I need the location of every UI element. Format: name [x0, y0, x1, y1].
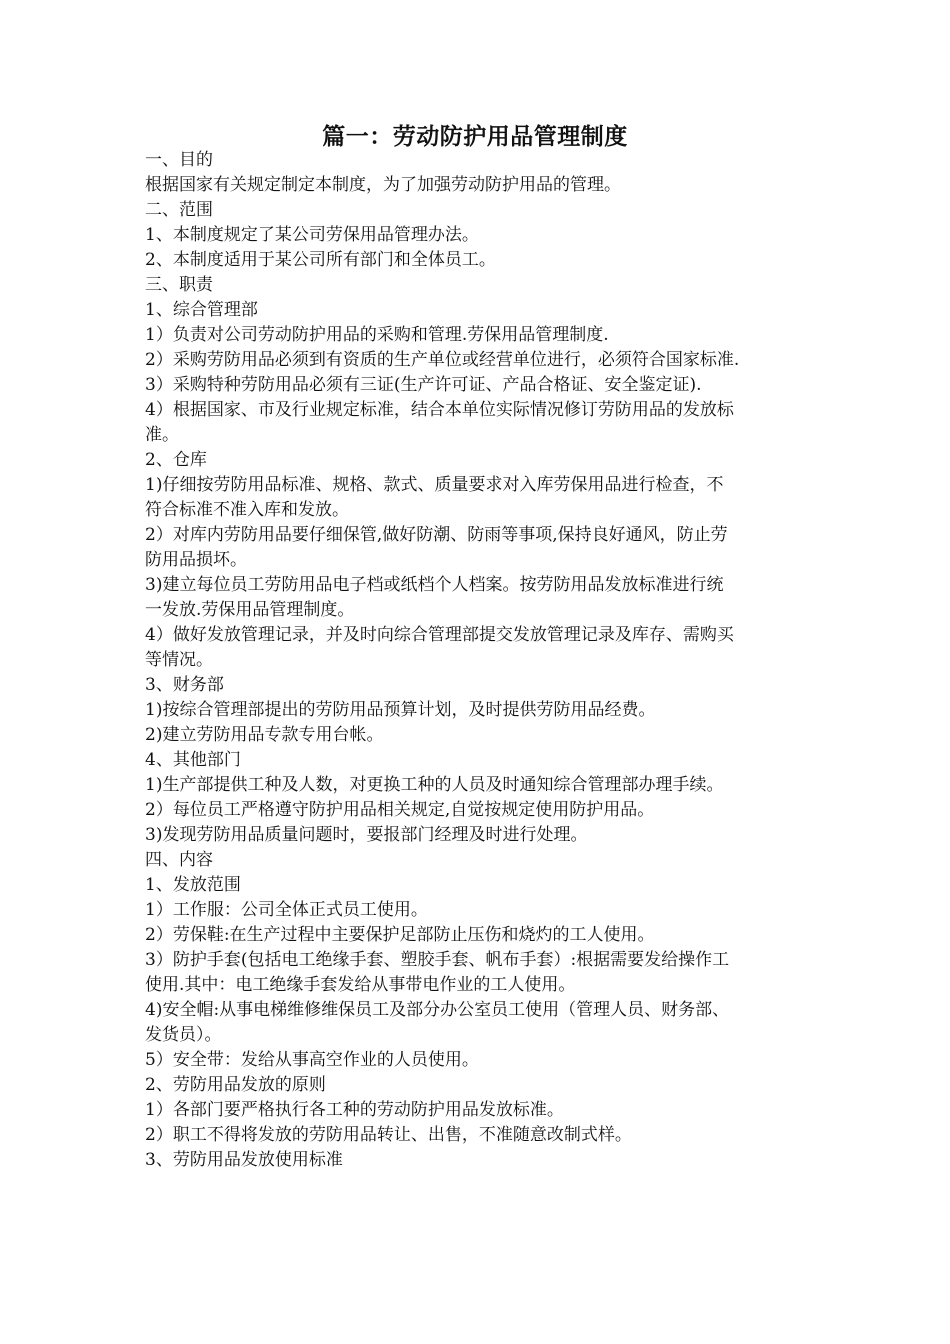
text-line: 3、劳防用品发放使用标准 — [145, 1150, 343, 1170]
text-line: 3)发现劳防用品质量问题时，要报部门经理及时进行处理。 — [145, 825, 588, 845]
text-line: 2）职工不得将发放的劳防用品转让、出售，不准随意改制式样。 — [145, 1125, 632, 1145]
document-title: 篇一：劳动防护用品管理制度 — [322, 123, 628, 150]
text-line: 防用品损坏。 — [145, 550, 247, 570]
text-line: 2）采购劳防用品必须到有资质的生产单位或经营单位进行，必须符合国家标准. — [145, 350, 740, 370]
text-line: 1、本制度规定了某公司劳保用品管理办法。 — [145, 225, 479, 245]
text-line: 2)建立劳防用品专款专用台帐。 — [145, 725, 384, 745]
text-line: 符合标准不准入库和发放。 — [145, 500, 349, 520]
text-line: 2、仓库 — [145, 450, 207, 470]
text-line: 准。 — [145, 425, 179, 445]
text-line: 2、劳防用品发放的原则 — [145, 1075, 326, 1095]
text-line: 等情况。 — [145, 650, 213, 670]
text-line: 3）采购特种劳防用品必须有三证(生产许可证、产品合格证、安全鉴定证). — [145, 375, 702, 395]
text-line: 2）对库内劳防用品要仔细保管,做好防潮、防雨等事项,保持良好通风，防止劳 — [145, 525, 728, 545]
text-line: 一、目的 — [145, 150, 213, 170]
text-line: 4）根据国家、市及行业规定标准，结合本单位实际情况修订劳防用品的发放标 — [145, 400, 734, 420]
text-line: 4)安全帽:从事电梯维修维保员工及部分办公室员工使用（管理人员、财务部、 — [145, 1000, 730, 1020]
text-line: 1)生产部提供工种及人数，对更换工种的人员及时通知综合管理部办理手续。 — [145, 775, 724, 795]
text-line: 1、综合管理部 — [145, 300, 258, 320]
text-line: 二、范围 — [145, 200, 213, 220]
text-line: 1、发放范围 — [145, 875, 241, 895]
text-line: 1)仔细按劳防用品标准、规格、款式、质量要求对入库劳保用品进行检查，不 — [145, 475, 724, 495]
text-line: 3、财务部 — [145, 675, 224, 695]
text-line: 1)按综合管理部提出的劳防用品预算计划，及时提供劳防用品经费。 — [145, 700, 656, 720]
text-line: 4、其他部门 — [145, 750, 241, 770]
text-line: 5）安全带：发给从事高空作业的人员使用。 — [145, 1050, 479, 1070]
text-line: 发货员）。 — [145, 1025, 222, 1045]
text-line: 1）负责对公司劳动防护用品的采购和管理.劳保用品管理制度. — [145, 325, 609, 345]
text-line: 2）劳保鞋:在生产过程中主要保护足部防止压伤和烧灼的工人使用。 — [145, 925, 655, 945]
text-line: 使用.其中：电工绝缘手套发给从事带电作业的工人使用。 — [145, 975, 576, 995]
text-line: 三、职责 — [145, 275, 213, 295]
document-body — [145, 148, 815, 1173]
text-line: 3)建立每位员工劳防用品电子档或纸档个人档案。按劳防用品发放标准进行统 — [145, 575, 724, 595]
text-line: 四、内容 — [145, 850, 213, 870]
text-line: 1）工作服：公司全体正式员工使用。 — [145, 900, 428, 920]
text-line: 一发放.劳保用品管理制度。 — [145, 600, 355, 620]
text-line: 2、本制度适用于某公司所有部门和全体员工。 — [145, 250, 496, 270]
text-line: 4）做好发放管理记录，并及时向综合管理部提交发放管理记录及库存、需购买 — [145, 625, 734, 645]
text-line: 根据国家有关规定制定本制度，为了加强劳动防护用品的管理。 — [145, 175, 621, 195]
text-line: 3）防护手套(包括电工绝缘手套、塑胶手套、帆布手套）:根据需要发给操作工 — [145, 950, 730, 970]
text-line: 1）各部门要严格执行各工种的劳动防护用品发放标准。 — [145, 1100, 564, 1120]
text-line: 2）每位员工严格遵守防护用品相关规定,自觉按规定使用防护用品。 — [145, 800, 655, 820]
